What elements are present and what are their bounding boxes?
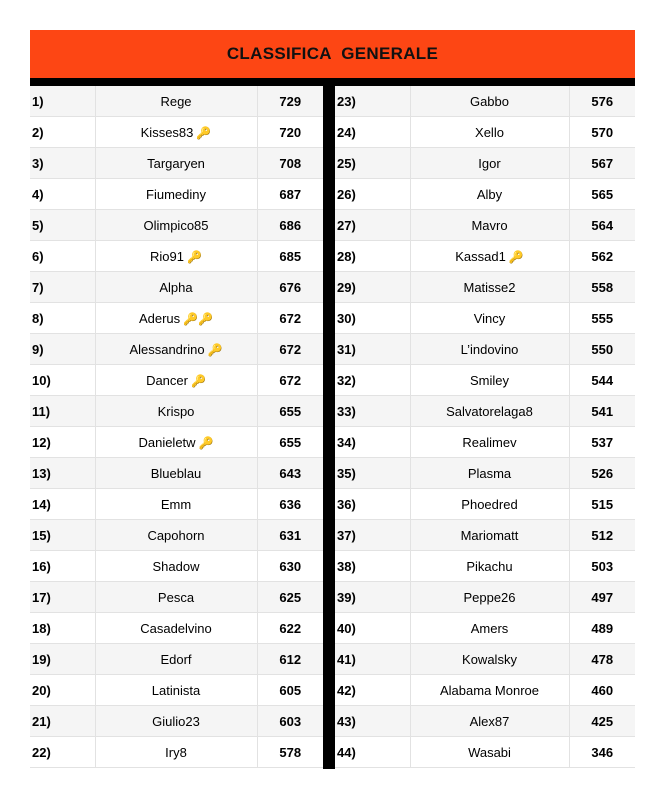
rank-cell: 35) <box>335 458 410 489</box>
player-name: Salvatorelaga8 <box>446 403 533 419</box>
player-name-cell <box>410 458 569 489</box>
player-name: Matisse2 <box>463 279 516 295</box>
table-row <box>30 613 323 644</box>
rank-cell: 37) <box>335 520 410 551</box>
score-cell: 708 <box>257 148 323 179</box>
score-cell: 720 <box>257 117 323 148</box>
rank-cell: 12) <box>30 427 95 458</box>
player-name: Kisses83 <box>140 124 194 140</box>
table-row <box>335 210 635 241</box>
player-name: Amers <box>470 620 509 636</box>
player-name-cell <box>95 148 257 179</box>
player-name: Kassad1 <box>455 248 506 264</box>
player-name-cell <box>410 582 569 613</box>
score-cell: 544 <box>569 365 635 396</box>
table-row <box>30 458 323 489</box>
rank-cell: 18) <box>30 613 95 644</box>
score-cell: 576 <box>569 86 635 117</box>
rank-cell: 20) <box>30 675 95 706</box>
player-name: Mavro <box>471 217 508 233</box>
table-row <box>335 706 635 737</box>
player-name: Alpha <box>159 279 193 295</box>
ranking-table-right <box>335 86 635 768</box>
player-name-cell <box>410 241 569 272</box>
player-name: Pikachu <box>466 558 513 574</box>
rank-cell: 17) <box>30 582 95 613</box>
player-name-cell <box>95 179 257 210</box>
score-cell: 562 <box>569 241 635 272</box>
rank-cell: 29) <box>335 272 410 303</box>
rank-cell: 43) <box>335 706 410 737</box>
score-cell: 555 <box>569 303 635 334</box>
rank-cell: 14) <box>30 489 95 520</box>
player-name: Xello <box>475 124 504 140</box>
table-row <box>335 489 635 520</box>
ranking-table-left <box>30 86 323 768</box>
player-name-cell <box>95 272 257 303</box>
player-name: Pesca <box>157 589 195 605</box>
score-cell: 512 <box>569 520 635 551</box>
player-name: Rio91 <box>150 248 184 264</box>
rank-cell: 7) <box>30 272 95 303</box>
table-row <box>335 675 635 706</box>
player-name: Fiumediny <box>146 186 206 202</box>
player-name: Vincy <box>473 310 506 326</box>
rank-cell: 2) <box>30 117 95 148</box>
player-name: Dancer <box>146 372 188 388</box>
player-name-cell <box>410 210 569 241</box>
header-banner <box>30 30 635 78</box>
player-name: Peppe26 <box>463 589 516 605</box>
player-name-cell <box>95 117 257 148</box>
rank-cell: 5) <box>30 210 95 241</box>
player-name: Alessandrino <box>129 341 205 357</box>
score-cell: 460 <box>569 675 635 706</box>
score-cell: 526 <box>569 458 635 489</box>
table-row <box>30 365 323 396</box>
rank-cell: 41) <box>335 644 410 675</box>
player-name-cell <box>410 520 569 551</box>
table-row <box>335 179 635 210</box>
score-cell: 578 <box>257 737 323 768</box>
player-name: Danieletw <box>138 434 196 450</box>
table-row <box>335 396 635 427</box>
table-row <box>30 334 323 365</box>
rank-cell: 26) <box>335 179 410 210</box>
player-name: Wasabi <box>468 744 511 760</box>
table-row <box>335 303 635 334</box>
rank-cell: 23) <box>335 86 410 117</box>
score-cell: 503 <box>569 551 635 582</box>
player-name-cell <box>95 427 257 458</box>
page-title: CLASSIFICA GENERALE <box>226 44 439 63</box>
player-name-cell <box>410 706 569 737</box>
rank-cell: 27) <box>335 210 410 241</box>
player-name-cell <box>95 241 257 272</box>
rank-cell: 34) <box>335 427 410 458</box>
rank-cell: 33) <box>335 396 410 427</box>
player-name: Alby <box>476 186 503 202</box>
player-name: Latinista <box>151 682 201 698</box>
player-name-cell <box>410 272 569 303</box>
table-row <box>30 86 323 117</box>
player-name: Alex87 <box>469 713 510 729</box>
table-row <box>335 613 635 644</box>
player-name-cell <box>410 427 569 458</box>
key-icon: 🔑🔑 <box>183 311 214 326</box>
score-cell: 478 <box>569 644 635 675</box>
score-cell: 515 <box>569 489 635 520</box>
player-name-cell <box>410 675 569 706</box>
player-name-cell <box>95 365 257 396</box>
player-name: Alabama Monroe <box>440 682 539 698</box>
player-name-cell <box>410 737 569 768</box>
score-cell: 558 <box>569 272 635 303</box>
table-row <box>30 272 323 303</box>
rank-cell: 15) <box>30 520 95 551</box>
table-row <box>30 148 323 179</box>
table-row <box>30 737 323 768</box>
score-cell: 643 <box>257 458 323 489</box>
table-row <box>30 303 323 334</box>
player-name: Kowalsky <box>462 651 517 667</box>
player-name: Giulio23 <box>152 713 200 729</box>
score-cell: 685 <box>257 241 323 272</box>
player-name-cell <box>95 458 257 489</box>
score-cell: 603 <box>257 706 323 737</box>
player-name: Capohorn <box>147 527 205 543</box>
score-cell: 676 <box>257 272 323 303</box>
player-name-cell <box>95 396 257 427</box>
player-name-cell <box>410 303 569 334</box>
player-name-cell <box>95 210 257 241</box>
score-cell: 672 <box>257 334 323 365</box>
player-name-cell <box>95 334 257 365</box>
player-name-cell <box>410 396 569 427</box>
rank-cell: 22) <box>30 737 95 768</box>
player-name: Aderus <box>138 310 181 326</box>
table-row <box>335 148 635 179</box>
rank-cell: 42) <box>335 675 410 706</box>
score-cell: 686 <box>257 210 323 241</box>
score-cell: 567 <box>569 148 635 179</box>
player-name: Olimpico85 <box>143 217 209 233</box>
table-row <box>30 117 323 148</box>
table-row <box>30 551 323 582</box>
player-name: Phoedred <box>461 496 518 512</box>
rank-cell: 3) <box>30 148 95 179</box>
score-cell: 612 <box>257 644 323 675</box>
score-cell: 425 <box>569 706 635 737</box>
player-name-cell <box>95 520 257 551</box>
rank-cell: 19) <box>30 644 95 675</box>
rank-cell: 32) <box>335 365 410 396</box>
player-name: Mariomatt <box>460 527 519 543</box>
rank-cell: 21) <box>30 706 95 737</box>
score-cell: 655 <box>257 427 323 458</box>
score-cell: 655 <box>257 396 323 427</box>
table-row <box>335 427 635 458</box>
rank-cell: 39) <box>335 582 410 613</box>
player-name: Realimev <box>462 434 517 450</box>
score-cell: 630 <box>257 551 323 582</box>
rank-cell: 36) <box>335 489 410 520</box>
player-name-cell <box>410 644 569 675</box>
player-name: L’indovino <box>460 341 519 357</box>
score-cell: 636 <box>257 489 323 520</box>
table-row <box>30 706 323 737</box>
score-cell: 622 <box>257 613 323 644</box>
score-cell: 346 <box>569 737 635 768</box>
player-name-cell <box>410 365 569 396</box>
player-name: Iry8 <box>165 744 187 760</box>
rank-cell: 10) <box>30 365 95 396</box>
player-name: Blueblau <box>150 465 202 481</box>
table-row <box>30 582 323 613</box>
player-name: Shadow <box>152 558 200 574</box>
score-cell: 672 <box>257 365 323 396</box>
player-name-cell <box>95 737 257 768</box>
rank-cell: 40) <box>335 613 410 644</box>
table-row <box>335 86 635 117</box>
rank-cell: 44) <box>335 737 410 768</box>
player-name-cell <box>410 489 569 520</box>
rank-cell: 1) <box>30 86 95 117</box>
rank-cell: 30) <box>335 303 410 334</box>
table-row <box>335 520 635 551</box>
header-underline <box>30 78 635 86</box>
player-name-cell <box>95 489 257 520</box>
player-name: Igor <box>478 155 501 171</box>
key-icon: 🔑 <box>196 125 212 140</box>
player-name: Gabbo <box>469 93 510 109</box>
table-row <box>335 241 635 272</box>
table-row <box>335 272 635 303</box>
table-row <box>335 551 635 582</box>
score-cell: 541 <box>569 396 635 427</box>
score-cell: 565 <box>569 179 635 210</box>
key-icon: 🔑 <box>187 249 202 264</box>
rank-cell: 4) <box>30 179 95 210</box>
column-divider <box>323 86 335 769</box>
score-cell: 570 <box>569 117 635 148</box>
table-row <box>335 117 635 148</box>
rank-cell: 6) <box>30 241 95 272</box>
key-icon: 🔑 <box>198 435 214 450</box>
player-name: Rege <box>160 93 192 109</box>
player-name-cell <box>95 303 257 334</box>
score-cell: 729 <box>257 86 323 117</box>
score-cell: 672 <box>257 303 323 334</box>
player-name: Plasma <box>467 465 512 481</box>
player-name-cell <box>410 613 569 644</box>
table-row <box>30 241 323 272</box>
player-name-cell <box>95 551 257 582</box>
key-icon: 🔑 <box>207 342 223 357</box>
player-name-cell <box>410 551 569 582</box>
rank-cell: 16) <box>30 551 95 582</box>
player-name-cell <box>410 86 569 117</box>
player-name: Krispo <box>157 403 195 419</box>
player-name: Casadelvino <box>140 620 212 636</box>
score-cell: 564 <box>569 210 635 241</box>
rank-cell: 25) <box>335 148 410 179</box>
rank-cell: 11) <box>30 396 95 427</box>
score-cell: 605 <box>257 675 323 706</box>
table-row <box>335 334 635 365</box>
rank-cell: 9) <box>30 334 95 365</box>
player-name: Emm <box>160 496 192 512</box>
player-name-cell <box>410 334 569 365</box>
key-icon: 🔑 <box>508 249 524 264</box>
player-name-cell <box>95 706 257 737</box>
table-row <box>30 520 323 551</box>
score-cell: 631 <box>257 520 323 551</box>
player-name-cell <box>95 86 257 117</box>
table-row <box>335 582 635 613</box>
player-name-cell <box>410 179 569 210</box>
rank-cell: 31) <box>335 334 410 365</box>
player-name-cell <box>410 148 569 179</box>
rank-cell: 38) <box>335 551 410 582</box>
player-name: Smiley <box>469 372 509 388</box>
table-row <box>30 644 323 675</box>
table-row <box>335 737 635 768</box>
table-row <box>30 210 323 241</box>
score-cell: 625 <box>257 582 323 613</box>
table-row <box>30 179 323 210</box>
score-cell: 489 <box>569 613 635 644</box>
table-row <box>335 458 635 489</box>
score-cell: 497 <box>569 582 635 613</box>
rank-cell: 8) <box>30 303 95 334</box>
score-cell: 537 <box>569 427 635 458</box>
player-name-cell <box>95 675 257 706</box>
player-name: Targaryen <box>147 155 205 171</box>
player-name-cell <box>95 613 257 644</box>
table-row <box>335 644 635 675</box>
rank-cell: 24) <box>335 117 410 148</box>
table-row <box>30 489 323 520</box>
table-row <box>30 427 323 458</box>
key-icon: 🔑 <box>190 373 206 388</box>
table-row <box>30 396 323 427</box>
player-name-cell <box>95 582 257 613</box>
rank-cell: 28) <box>335 241 410 272</box>
score-cell: 550 <box>569 334 635 365</box>
player-name-cell <box>410 117 569 148</box>
score-cell: 687 <box>257 179 323 210</box>
table-row <box>30 675 323 706</box>
table-row <box>335 365 635 396</box>
player-name: Edorf <box>160 651 192 667</box>
player-name-cell <box>95 644 257 675</box>
rank-cell: 13) <box>30 458 95 489</box>
